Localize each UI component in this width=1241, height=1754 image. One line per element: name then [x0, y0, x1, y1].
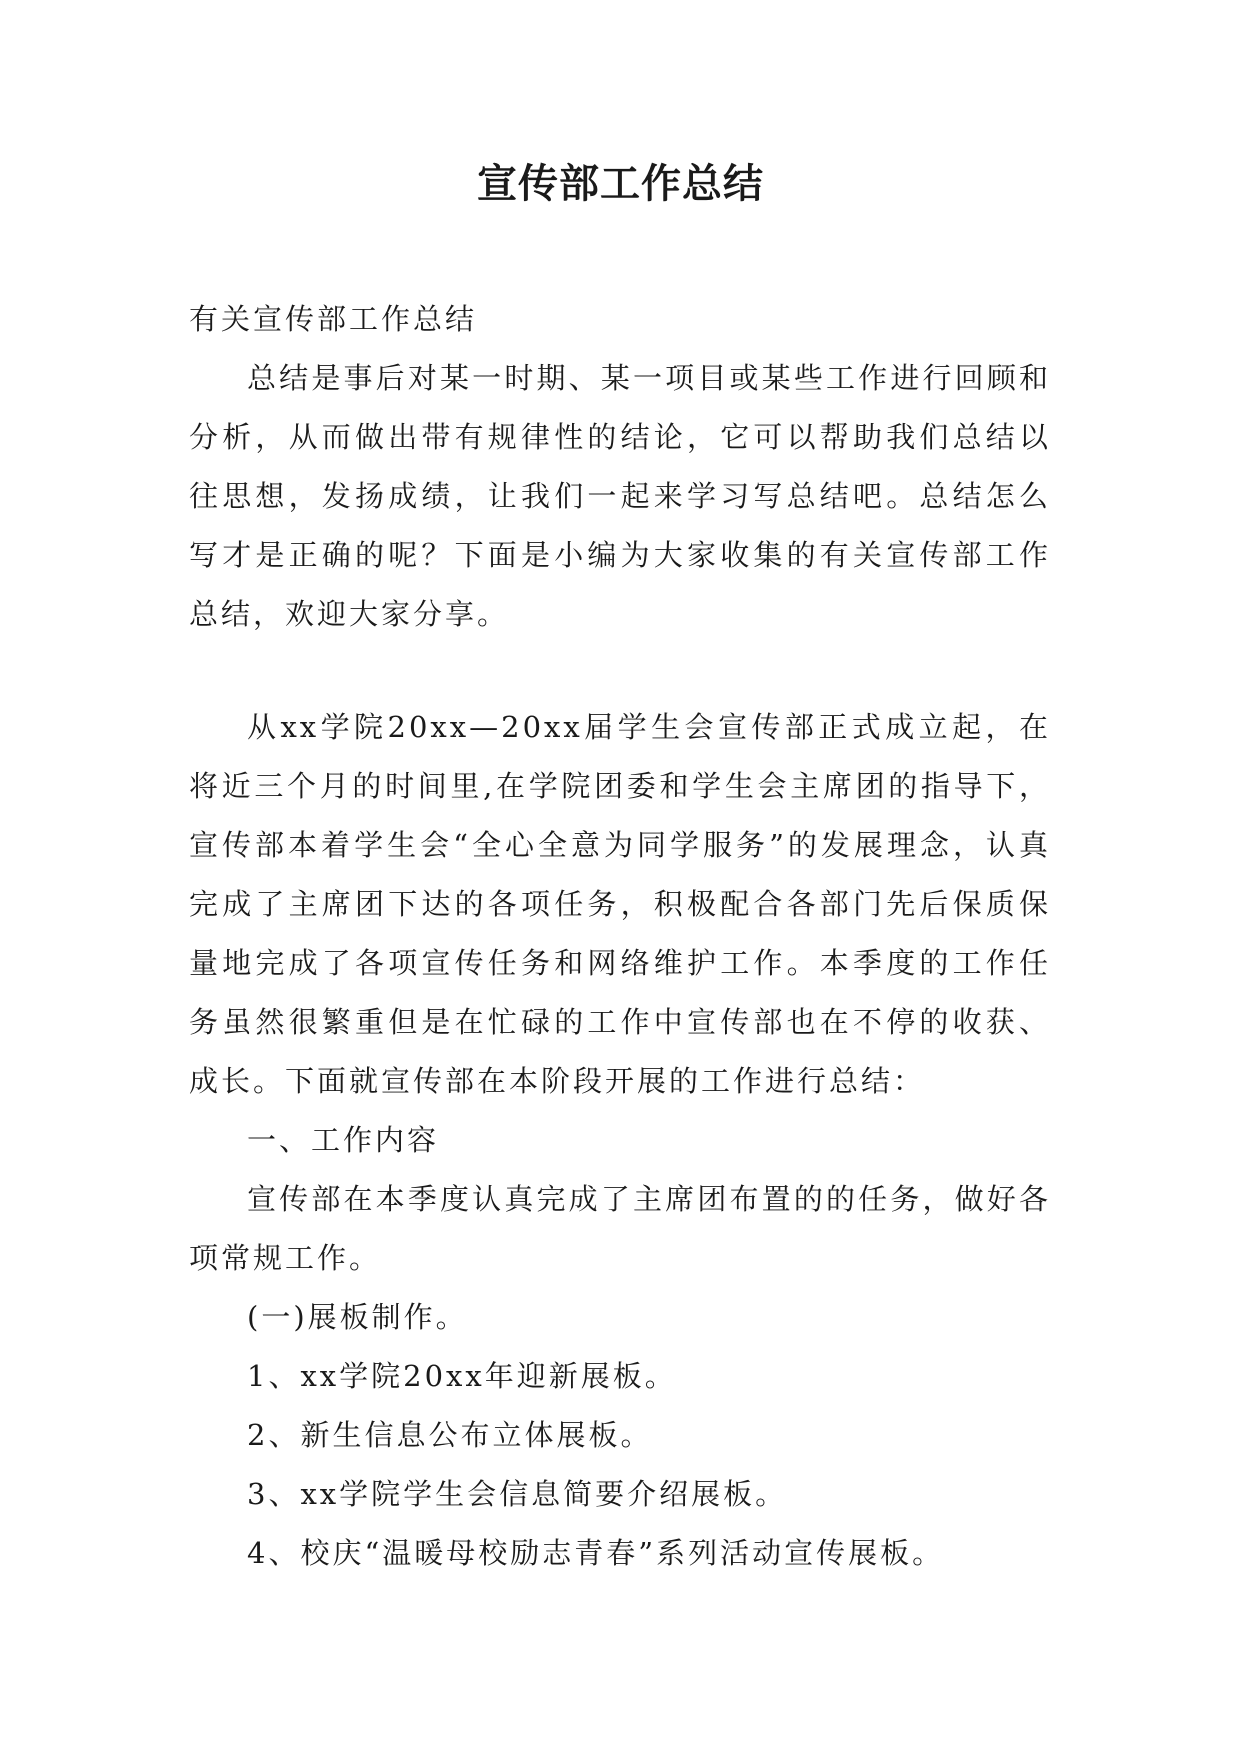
body-paragraph-2: 宣传部在本季度认真完成了主席团布置的的任务，做好各项常规工作。 [189, 1182, 1051, 1275]
intro-paragraph: 总结是事后对某一时期、某一项目或某些工作进行回顾和分析，从而做出带有规律性的结论，它可以帮助我们总结以往思想，发扬成绩，让我们一起来学习写总结吧。总结怎么写才是正确的呢？下面是小编为大家收集的有关宣传部工作总结，欢迎大家分享。 [189, 361, 1051, 631]
document-title: 宣传部工作总结 [477, 160, 764, 207]
body-paragraph-1: 从xx学院20xx—20xx届学生会宣传部正式成立起，在将近三个月的时间里,在学院团委和学生会主席团的指导下，宣传部本着学生会“全心全意为同学服务”的发展理念，认真完成了主席团下达的各项任务，积极配合各部门先后保质保量地完成了各项宣传任务和网络维护工作。本季度的工作任务虽然很繁重但是在忙碌的工作中宣传部也在不停的收获、成长。下面就宣传部在本阶段开展的工作进行总结： [189, 710, 1051, 1098]
list-item: 1、xx学院20xx年迎新展板。 [247, 1359, 677, 1393]
subsection-heading: (一)展板制作。 [247, 1300, 468, 1334]
paragraph-gap [189, 644, 1051, 698]
list-item: 3、xx学院学生会信息简要介绍展板。 [247, 1477, 788, 1511]
document-body [189, 290, 1051, 1583]
list-item: 4、校庆“温暖母校励志青春”系列活动宣传展板。 [247, 1536, 945, 1570]
document-subtitle: 有关宣传部工作总结 [189, 302, 478, 336]
list-item: 2、新生信息公布立体展板。 [247, 1418, 653, 1452]
section-heading: 一、工作内容 [247, 1123, 440, 1157]
